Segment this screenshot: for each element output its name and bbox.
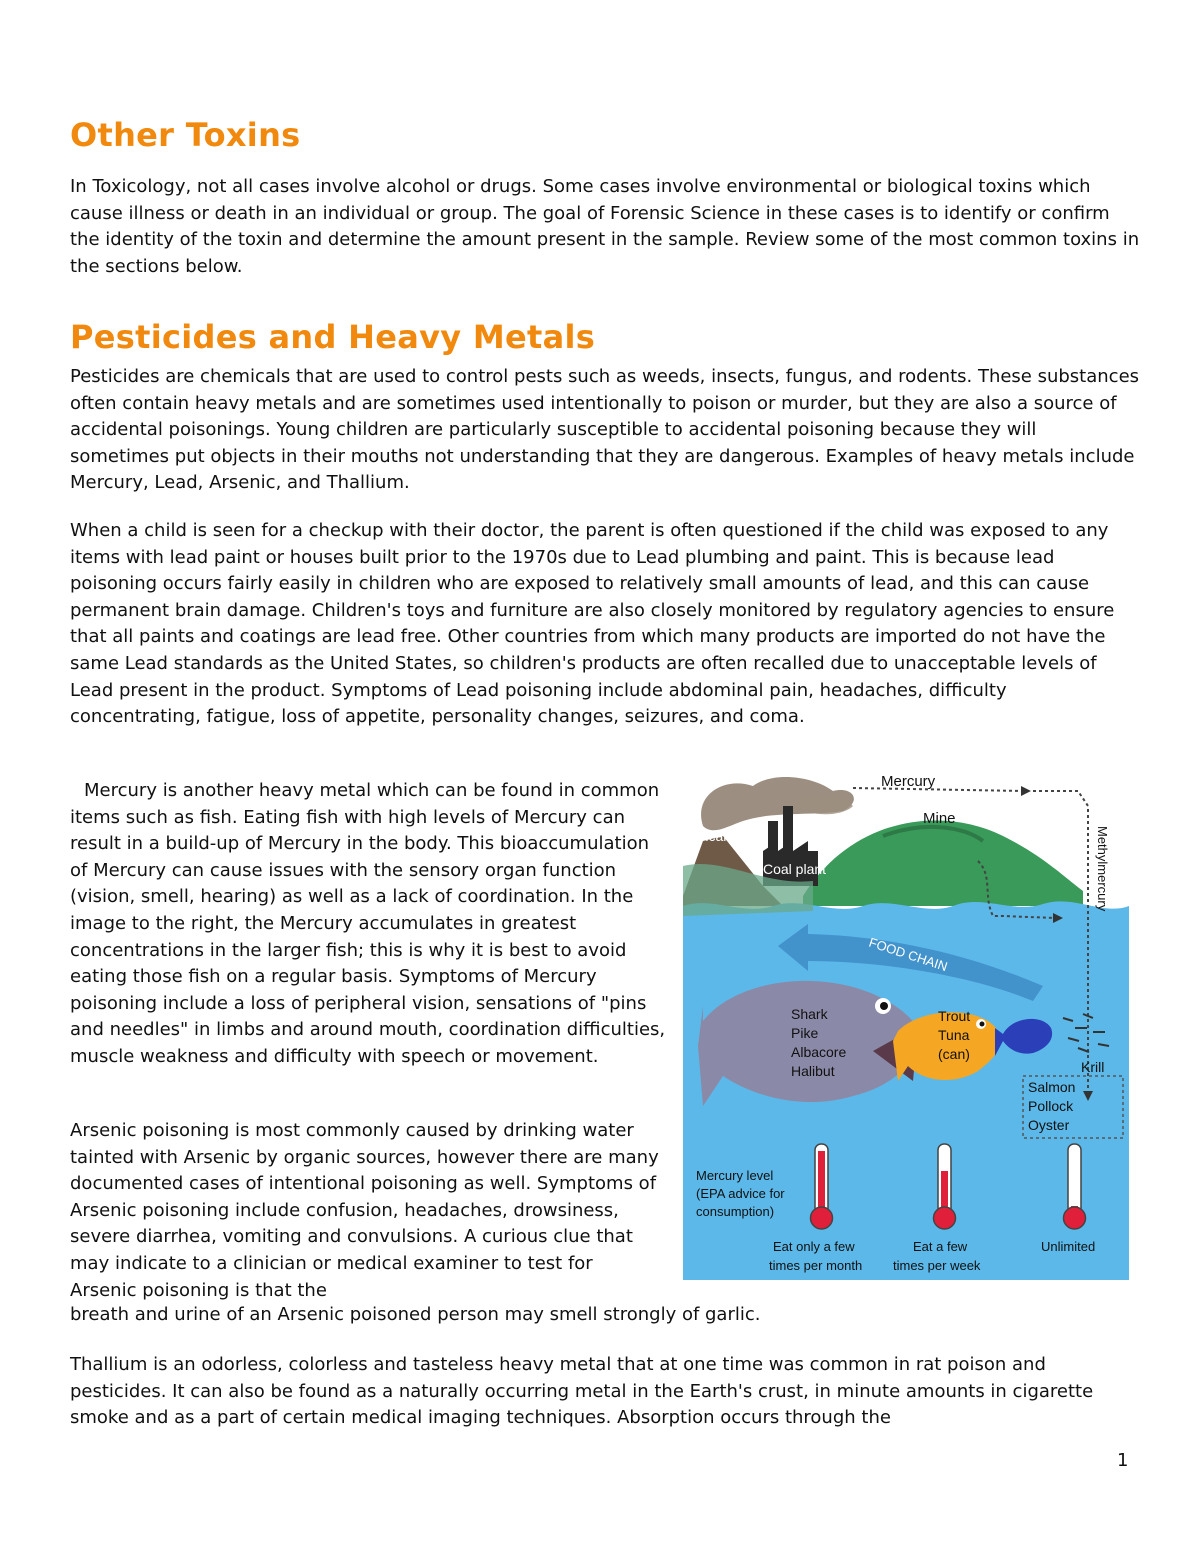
label-oyster: Oyster	[1028, 1117, 1070, 1133]
paragraph-pesticides: Pesticides are chemicals that are used to control pests such as weeds, insects, fungus, and rodents. These substances often contain heavy metals and are sometimes used intentionally to poison or murder, but they are also a source of accidental poisonings. Young children are particularly susceptible to accidental poisoning because they will sometimes put objects in their mouths not understanding that they are dangerous. Examples of heavy metals include Mercury, Lead, Arsenic, and Thallium.	[70, 366, 1140, 494]
paragraph-mercury: Mercury is another heavy metal which can be found in common items such as fish. Eating fish with high levels of Mercury can result in a build-up of Mercury in the body. This bioaccumulation of Mercury can cause issues with the sensory organ function (vision, smell, hearing) as well as a lack of coordination. In the image to the right, the Mercury accumulates in greatest concentrations in the larger fish; this is why it is best to avoid eating those fish on a regular basis. Symptoms of Mercury poisoning include a loss of peripheral vision, sensations of "pins and needles" in limbs and around mouth, coordination difficulties, muscle weakness and difficulty with speech or movement.	[70, 780, 666, 1067]
label-mercury-level: Mercury level	[696, 1168, 774, 1183]
label-coal-plant: Coal plant	[763, 861, 827, 877]
label-tuna: Tuna	[938, 1027, 970, 1043]
label-trout: Trout	[938, 1008, 971, 1024]
label-pollock: Pollock	[1028, 1098, 1074, 1114]
heading-pesticides-heavy-metals: Pesticides and Heavy Metals	[70, 318, 596, 356]
label-advice-mid-1: Eat a few	[913, 1239, 968, 1254]
page-number: 1	[1117, 1450, 1129, 1471]
label-albacore: Albacore	[791, 1044, 847, 1060]
trout-pupil	[980, 1022, 985, 1027]
label-krill: Krill	[1081, 1059, 1105, 1075]
label-consumption: consumption)	[696, 1204, 775, 1219]
label-can: (can)	[938, 1046, 970, 1062]
label-halibut: Halibut	[791, 1063, 835, 1079]
label-mine: Mine	[923, 810, 956, 827]
heading-other-toxins: Other Toxins	[70, 116, 301, 154]
label-advice-high-2: times per month	[769, 1258, 863, 1273]
label-food-chain: FOOD CHAIN	[867, 934, 950, 975]
paragraph-thallium: Thallium is an odorless, colorless and tasteless heavy metal that at one time was common in rat poison and pesticides. It can also be found as a naturally occurring metal in the Earth's crust, in minute amounts in cigarette smoke and as a part of certain medical imaging techniques. Absorption occurs through the	[70, 1354, 1094, 1429]
label-advice-mid-2: times per week	[893, 1258, 981, 1273]
label-pike: Pike	[791, 1025, 819, 1041]
label-advice-high-1: Eat only a few	[773, 1239, 855, 1254]
label-mercury: Mercury	[881, 773, 936, 790]
label-epa-advice: (EPA advice for	[696, 1186, 785, 1201]
label-methylmercury: Methylmercury	[1095, 826, 1110, 912]
label-salmon: Salmon	[1028, 1079, 1076, 1095]
label-shark: Shark	[791, 1006, 828, 1022]
mercury-food-chain-figure	[683, 766, 1129, 1280]
paragraph-lead: When a child is seen for a checkup with their doctor, the parent is often questioned if the child was exposed to any items with lead paint or houses built prior to the 1970s due to Lead plumbing and paint. This is because lead poisoning occurs fairly easily in children who are exposed to relatively small amounts of lead, and this can cause permanent brain damage. Children's toys and furniture are also closely monitored by regulatory agencies to ensure that all paints and coatings are lead free. Other countries from which many products are imported do not have the same Lead standards as the United States, so children's products are often recalled due to unacceptable levels of Lead present in the product. Symptoms of Lead poisoning include abdominal pain, headaches, difficulty concentrating, fatigue, loss of appetite, personality changes, seizures, and coma.	[70, 520, 1115, 728]
paragraph-arsenic: Arsenic poisoning is most commonly caused by drinking water tainted with Arsenic by organic sources, however there are many documented cases of intentional poisoning as well. Symptoms of Arsenic poisoning include confusion, headaches, drowsiness, severe diarrhea, vomiting and convulsions. A curious clue that may indicate to a clinician or medical examiner to test for Arsenic poisoning is that the	[70, 1120, 659, 1301]
label-advice-low: Unlimited	[1041, 1239, 1096, 1254]
paragraph-arsenic-end: breath and urine of an Arsenic poisoned person may smell strongly of garlic.	[70, 1304, 761, 1325]
paragraph-intro: In Toxicology, not all cases involve alcohol or drugs. Some cases involve environmental or biological toxins which cause illness or death in an individual or group. The goal of Forensic Science in these cases is to identify or confirm the identity of the toxin and determine the amount present in the sample. Review some of the most common toxins in the sections below.	[70, 176, 1140, 277]
shark-pupil	[880, 1002, 888, 1010]
label-volcano: Volcano	[689, 828, 739, 844]
